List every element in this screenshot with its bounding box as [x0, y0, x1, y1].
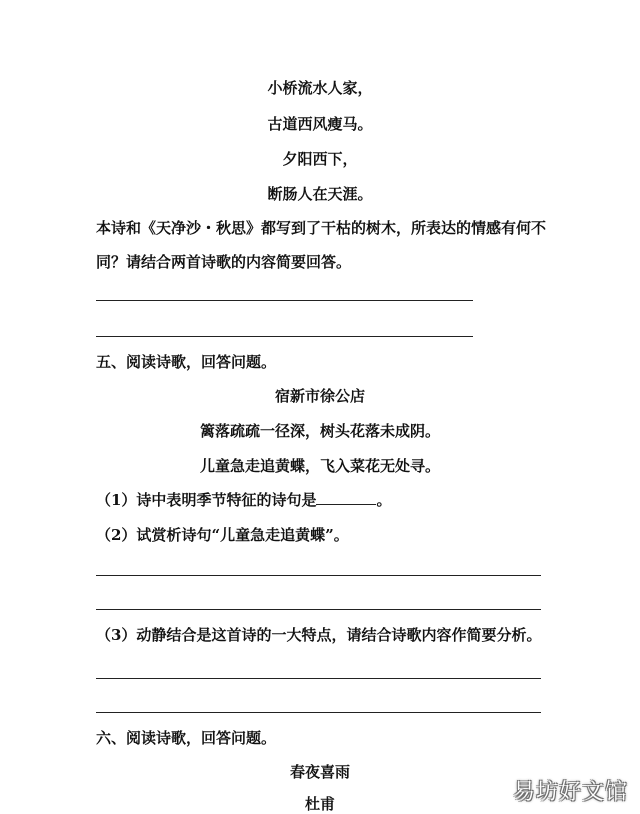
section5-poem-line-2: 儿童急走追黄蝶，飞入菜花无处寻。	[199, 457, 440, 475]
q1-text: （1）诗中表明季节特征的诗句是	[96, 491, 317, 509]
question-line-2: 同？请结合两首诗歌的内容简要回答。	[96, 253, 352, 271]
q2-answer-line-1[interactable]	[96, 575, 541, 576]
poem1-line-1: 小桥流水人家，	[267, 79, 373, 97]
section6-heading: 六、阅读诗歌，回答问题。	[96, 729, 277, 747]
section5-question-3: （3）动静结合是这首诗的一大特点，请结合诗歌内容作简要分析。	[96, 626, 542, 644]
q3-answer-line-2[interactable]	[96, 712, 541, 713]
poem1-line-3: 夕阳西下，	[282, 150, 358, 168]
section5-heading: 五、阅读诗歌，回答问题。	[96, 353, 277, 371]
poem1-line-2: 古道西风瘦马。	[267, 115, 373, 133]
q2-answer-line-2[interactable]	[96, 609, 541, 610]
poem1-line-4: 断肠人在天涯。	[267, 185, 373, 203]
answer-line-2[interactable]	[96, 336, 473, 337]
section5-poem-line-1: 篱落疏疏一径深，树头花落未成阴。	[199, 422, 440, 440]
q1-end: 。	[376, 491, 392, 509]
section6-poem-title: 春夜喜雨	[289, 763, 350, 781]
watermark-logo: 易坊好文馆	[512, 780, 628, 805]
q3-answer-line-1[interactable]	[96, 678, 541, 679]
q1-blank[interactable]	[316, 490, 376, 505]
section6-poem-author: 杜甫	[304, 795, 335, 813]
section5-question-2: （2）试赏析诗句“儿童急走追黄蝶”。	[96, 526, 349, 544]
question-line-1: 本诗和《天净沙・秋思》都写到了干枯的树木，所表达的情感有何不	[96, 219, 547, 237]
section5-poem-title: 宿新市徐公店	[274, 387, 365, 405]
answer-line-1[interactable]	[96, 300, 473, 301]
section5-question-1	[96, 490, 391, 510]
